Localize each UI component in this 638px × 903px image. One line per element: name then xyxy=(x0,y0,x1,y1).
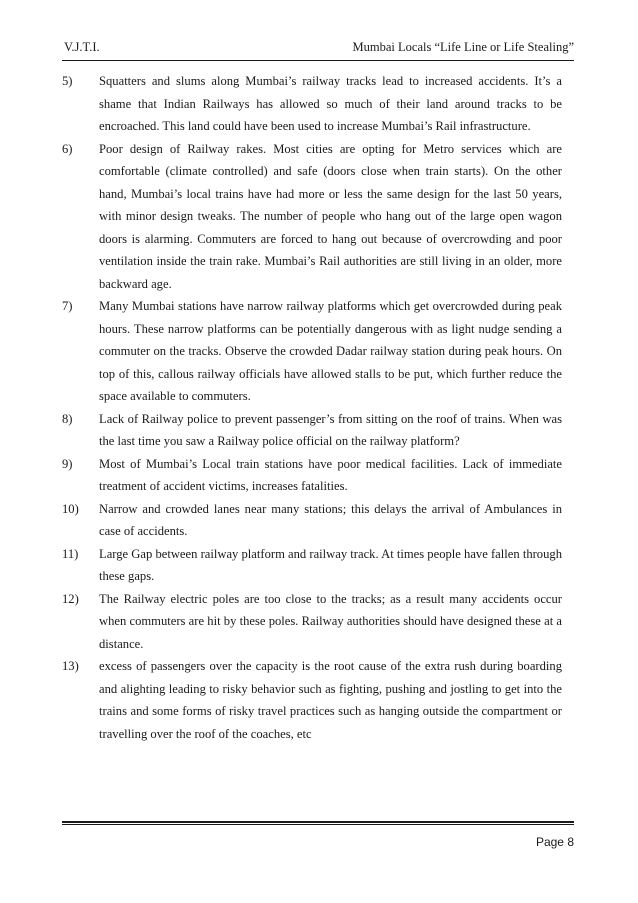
item-text: Lack of Railway police to prevent passenger’s from sitting on the roof of trains. When was the last time you saw a Railway police official on the railway platform? xyxy=(99,411,562,448)
list-item xyxy=(62,138,562,296)
item-text: Many Mumbai stations have narrow railway platforms which get overcrowded during peak hours. These narrow platforms can be potentially dangerous with as light nudge sending a commuter on the tracks. Observe the crowded Dadar railway station during peak hours. On top of this, callous railway officials have allowed stalls to be put, which further reduce the space available to commuters. xyxy=(99,299,562,403)
item-text: Narrow and crowded lanes near many stations; this delays the arrival of Ambulances in case of accidents. xyxy=(99,501,562,538)
item-number: 9) xyxy=(62,456,73,471)
numbered-list xyxy=(62,70,562,745)
item-text: Poor design of Railway rakes. Most cities are opting for Metro services which are comfortable (climate controlled) and safe (doors close when train starts). On the other hand, Mumbai’s local trains have had more or less the same design for the last 50 years, with minor design tweaks. The number of people who hang out of the large open wagon doors is alarming. Commuters are forced to hang out because of overcrowding and poor ventilation inside the train rake. Mumbai’s Rail authorities are still living in an older, more backward age. xyxy=(99,141,562,291)
list-item xyxy=(62,498,562,543)
item-number: 8) xyxy=(62,411,73,426)
list-item xyxy=(62,70,562,138)
header-title: Mumbai Locals “Life Line or Life Stealing” xyxy=(352,40,574,54)
list-item xyxy=(62,588,562,656)
item-text: Large Gap between railway platform and railway track. At times people have fallen through these gaps. xyxy=(99,546,562,583)
item-number: 12) xyxy=(62,591,79,606)
footer-rule-thin xyxy=(62,824,574,825)
list-item xyxy=(62,295,562,408)
item-number: 5) xyxy=(62,74,73,88)
item-number: 6) xyxy=(62,141,73,156)
list-item xyxy=(62,655,562,745)
item-number: 11) xyxy=(62,546,79,561)
item-text: Squatters and slums along Mumbai’s railway tracks lead to increased accidents. It’s a shame that Indian Railways has allowed so much of their land around tracks to be encroached. This land could have been used to increase Mumbai’s Rail infrastructure. xyxy=(99,74,562,133)
list-item xyxy=(62,453,562,498)
item-text: Most of Mumbai’s Local train stations have poor medical facilities. Lack of immediate treatment of accident victims, increases fatalities. xyxy=(99,456,562,493)
item-number: 7) xyxy=(62,299,73,313)
page-header xyxy=(64,40,574,62)
header-rule xyxy=(62,60,574,61)
header-institution: V.J.T.I. xyxy=(64,40,100,54)
item-text: The Railway electric poles are too close to the tracks; as a result many accidents occur when commuters are hit by these poles. Railway authorities should have designed these at a distance. xyxy=(99,591,562,651)
list-item xyxy=(62,543,562,588)
item-text: excess of passengers over the capacity is the root cause of the extra rush during boarding and alighting leading to risky behavior such as fighting, pushing and jostling to get into the trains and some forms of risky travel practices such as hanging outside the compartment or travelling over the roof of the coaches, etc xyxy=(99,659,562,741)
page-number: Page 8 xyxy=(535,835,574,849)
item-number: 10) xyxy=(62,501,79,516)
list-item xyxy=(62,408,562,453)
item-number: 13) xyxy=(62,659,79,673)
footer-rule xyxy=(62,821,574,823)
